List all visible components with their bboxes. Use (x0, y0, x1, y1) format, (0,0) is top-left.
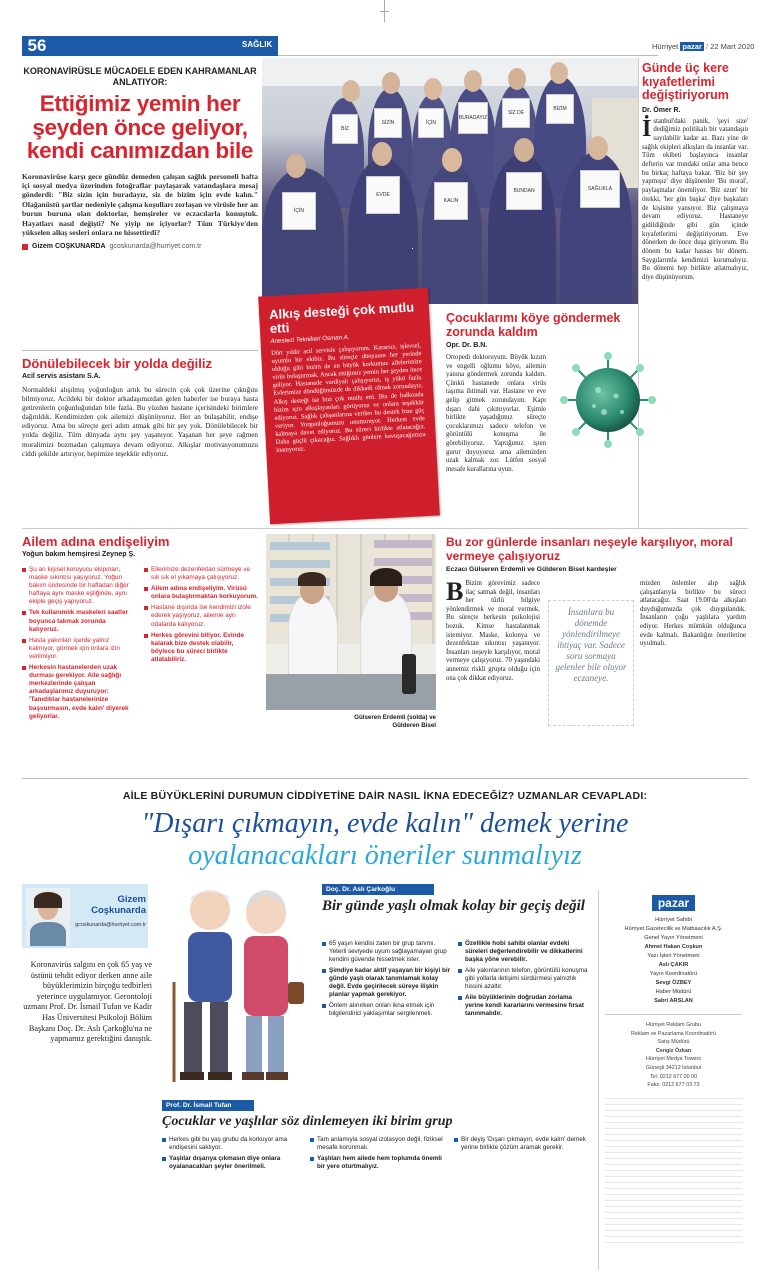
list-item: Tek kullanımlık maskeleri saatler boyunca takmak zorunda kalıyoruz. (22, 609, 136, 633)
pharmacy-text-left-body: Bizim görevimiz sadece ilaç satmak değil, insanları her türlü bilgiye yönlendirmek ve moral vermek. Bu süreçte herkesin psikolojisi bozuk. Kimse hastalanmak istemiyor. Maske, kolonya ve dezenfektan sıkıntısı yaşanıyor. İnsanları neşeyle karşılıyor, moral vermeye çalışıyoruz. 70 yaşındaki annemiz riskli grupta olduğu için ona çok dikkat ediyoruz. (446, 580, 540, 682)
elderly-illustration (162, 882, 310, 1092)
elderly-headline-2: oyalanacakları öneriler sunmalıyız (188, 840, 582, 871)
pharmacy-caption: Gülseren Erdemli (solda) ve Gülderen Bisel (354, 714, 436, 729)
photo-sign: SİZ DE (502, 98, 530, 128)
list-item: Tam anlamıyla sosyal izolasyon değil, fiziksel mesafe korunmalı. (310, 1136, 446, 1152)
story-yol-headline: Dönülebilecek bir yolda değiliz (22, 356, 212, 371)
list-item: Herkes görevini biliyor. Evinde kalarak bize destek olabilir, böylece bu süreci birlikte atlatabiliriz. (144, 632, 258, 664)
sidebar-author: Dr. Ömer R. (642, 106, 681, 114)
applause-box (258, 288, 440, 525)
masthead-line: Genel Yayın Yönetmeni (644, 935, 703, 941)
masthead-line: Ahmet Hakan Coşkun (644, 944, 703, 950)
page-number: 56 (22, 36, 52, 56)
expert2-bullets-c (454, 1136, 590, 1155)
photo-sign: BİZ (332, 114, 358, 144)
list-item: Aile yakınlarının telefon, görüntülü konuşma gibi yollarla iletişimi sürdürmesi yalnızlık hissini azaltır. (458, 967, 588, 991)
elderly-intro: Koronavirüs salgını en çok 65 yaş ve üstünü tehdit ediyor derken anne aile büyüklerimizin birçoğu tedbirleri yeterince uygulamıyor. Gerontoloji uzmanı Prof. Dr. İsmail Tufan ve Kadir Has Üniversitesi Psikoloji Bölüm Başkanı Doç. Dr. Aslı Çarkoğlu'na ne yapmamız gerektiğini danıştık. (23, 960, 152, 1044)
expert1-bullets-left (322, 940, 452, 1021)
masthead-contact: Reklam ve Pazarlama Koordinatörü (630, 1030, 717, 1037)
lead-intro: Koronavirüse karşı gece gündüz demeden çalışan sağlık personeli hafta içi sosyal medya üzerinden fotoğraflar paylaşarak vatandaşlara mesaj gönderdi: "Biz sizin için buradayız, siz de bizim için evde kalın." Olağanüstü şartlar nedeniyle çalışma koşulları zorlaşan ve virüsle her an burun buruna olan doktorlar, hemşireler ve eczacılarla konuştuk. Hayatları nasıl değişti? Ne yiyip ne içiyorlar? Tüm Türkiye'den yükselen alkış sesleri onlara ne hissettirdi? (22, 171, 258, 237)
masthead-contact: Satış Müdürü (657, 1039, 690, 1046)
masthead-line: Yayın Koordinatörü (649, 971, 698, 977)
issue-date: 22 Mart 2020 (710, 42, 755, 51)
photo-sign: BURADAYIZ (458, 102, 488, 134)
village-text: Ortopedi doktoruyum. Büyük kızım ve engelli oğlumu köye, ailemin yanına göndermek zorunda kaldım. Çünkü hastanede onlara virüs taşıma ihtimali var. Hastane ve eve gelip gitmek zorundayım. Kapı dışarı dahi çıkmıyorlar. Eşimle birlikte yaşadığımız süreçte çocuklarımızı sadece telefon ve görüntülü konuşma ile görebiliyoruz. Yaptığımız işten gurur duyuyoruz ama ailemizden uzak kalmak zor. Lütfen sosyal mesafe kurallarına uyun. (446, 354, 546, 473)
family-author: Yoğun bakım hemşiresi Zeynep Ş. (22, 551, 136, 558)
list-item: Şimdiye kadar aktif yaşayan bir kişiyi bir günde yaşlı olarak tanımlamak kolay değil. Evde geçirilecek süreye ilişkin planlar yapmak gerekiyor. (322, 967, 452, 999)
applause-author: Anestezi Teknikeri Osman A. (270, 333, 350, 346)
masthead-line: Hürriyet Gazetecilik ve Matbaacılık A.Ş. (624, 926, 723, 932)
list-item: Herkes gibi bu yaş grubu da korkuyor ama endişesini saklıyor. (162, 1136, 302, 1152)
list-item: Yaşlıları hem ailede hem toplumda önemli bir yere oturtmalıyız. (310, 1155, 446, 1171)
village-author: Opr. Dr. B.N. (446, 342, 488, 349)
elderly-header (22, 790, 748, 872)
expert1-bullets-right (458, 940, 588, 1021)
masthead-fineprint (605, 1098, 742, 1248)
sidebar-headline: Günde üç kere kıyafetlerimi değiştiriyorum (642, 61, 729, 102)
sidebar-text: İstanbul'daki panik, 'şeyi size' dediğimiz politikalı bir vatandaşın sayılabilir kadar az. Bazı yine de sağlık ekipleri alkışları da insanlar var. Tüm ekibeti başlayınca insanlar defterin var mındaki onlar ama bence bu birkaç haftaya bakar. 'Biz bir şey yapmışız' diye düşünenler 'Bu moral', paylaşmalar önemliyor. 'Biz uzun' bir ötekki, 'her gün başka' diye başkaları de kişisine yansıyor. Biz çalışmaya devam ediyoruz. Hastaneye gidildiğinde gibi gün içinde kıyafetlerimi değiştiriyorum. Eve dönerken de önce duşa giriyorum. Bu dönem bu kadar hassas bir dönem. Saygılarımla kendimizi korumalıyız. Bu dönemi hep birlikte atlatmalıyız, diye düşünüyorum. (642, 115, 748, 282)
list-item: Aile büyüklerinin doğrudan zorlama yerine kendi kararlarını vermesine fırsat tanınmalıdır. (458, 994, 588, 1018)
applause-headline: Alkış desteği çok mutlu etti (268, 299, 415, 337)
expert2-label: Prof. Dr. İsmail Tufan (162, 1100, 254, 1111)
brand-logo: pazar (682, 42, 702, 51)
lead-photo (262, 58, 638, 304)
village-headline: Çocuklarımı köye göndermek zorunda kaldım (446, 311, 621, 339)
masthead-contact: Güneşli 34212 İstanbul (645, 1064, 702, 1071)
byline-square-icon (22, 244, 28, 250)
lead-headline: Ettiğimiz yemin her şeyden önce geliyor, kendi canımızdan bile (26, 91, 254, 163)
story-yol-text: Normaldeki alışılmış yoğunluğun artık bu sürecin çok çok üzerine çıktığını bilmiyoruz. Acildeki bir doktor arkadaşımızdan gelen haberler ise buraya hasta getirenlerin çoğunluğundan bile fazla. Bu yüzden hastane içerisindeki birimlere dağıtıldık. Kendimizden çok ailemizi düşünüyoruz. Her an bulaşabilir, endişe ediyoruz. Ama bu süreçte geri adım atmak gibi bir şey yok. Dönülebilecek bir yolda değiliz. Tüm dünyada aynı şey yaşanıyor. Yaşanan her şeye rağmen moralimizi bozmadan çalışmaya devam ediyoruz. Alkışlar motivasyonumuzu ciddi şekilde artırıyor, hepimize teşekkür ediyoruz. (22, 386, 258, 458)
list-item: Ailem adına endişeliyim. Virüsü onlara bulaştırmaktan korkuyorum. (144, 585, 258, 601)
list-item: Önlem alınırken onları ikna etmek için bilgilendirici yaklaşımlar sergilenmeli. (322, 1002, 452, 1018)
family-headline: Ailem adına endişeliyim (22, 534, 170, 549)
family-bullets-right (144, 566, 258, 724)
masthead-line: Yazı İşleri Yönetmeni (647, 953, 700, 959)
story-family (22, 534, 258, 724)
photo-sign: İÇİN (418, 108, 444, 138)
elderly-kicker: AİLE BÜYÜKLERİNİ DURUMUN CİDDİYETİNE DAİR NASIL İKNA EDECEĞİZ? UZMANLAR CEVAPLADI: (122, 790, 648, 802)
lead-kicker: KORONAVİRÜSLE MÜCADELE EDEN KAHRAMANLAR ANLATIYOR: (23, 66, 257, 87)
story-yol-author: Acil servis asistanı S.A. (22, 373, 101, 380)
photo-sign: BİZİM (546, 94, 574, 124)
expert2-bullets-a (162, 1136, 302, 1174)
expert2-bullets-b (310, 1136, 446, 1174)
list-item: Hastane dışında ise kendimizi izole ederek yaşıyoruz, ailemle ayrı odalarda kalıyoruz. (144, 604, 258, 628)
pharmacy-photo (266, 534, 436, 710)
byline-email[interactable]: gcoskunarda@hurriyet.com.tr (109, 243, 202, 251)
masthead-line: Aslı ÇAKIR (658, 962, 689, 968)
page-header (22, 36, 638, 56)
expert2-headline: Çocuklar ve yaşlılar söz dinlemeyen iki birim grup (162, 1114, 453, 1129)
masthead-contact: Hürriyet Medya Towers (645, 1056, 702, 1063)
brand-prefix: Hürriyet (652, 42, 679, 51)
pharmacy-author: Eczacı Gülseren Erdemli ve Gülderen Bisel kardeşler (446, 566, 617, 573)
photo-sign: BUNDAN (506, 172, 542, 210)
columnist-box (22, 884, 148, 948)
masthead-contact: Cengiz Özkan (655, 1047, 692, 1054)
photo-sign: EVDE (366, 176, 400, 214)
photo-sign: SAĞLIKLA (580, 170, 620, 208)
photo-sign: SİZİN (374, 108, 402, 138)
pharmacy-text-right: mizden önlemler alıp sağlık çalışanlarıyla birlikte bu süreci atlatacağız. Saat 19.00'da alkışları duyduğumuzda çok duygulandık. İnsanların çoğu yaşlılara yardım ediyor. Herkes mümkün olduğunca evde kalmalı. Bakanlığın önerilerine uyulmalı. (640, 580, 746, 648)
expert1-headline: Bir günde yaşlı olmak kolay bir geçiş değil (322, 898, 585, 914)
pharmacy-quote-text: İnsanlara bu dönemde yönlendirilmeye ihtiyaç var. Sadece soru sormaya gelenler bile oluyor eczaneye. (555, 607, 627, 683)
virus-illustration (560, 352, 656, 448)
byline-name: Gizem COŞKUNARDA (32, 243, 106, 251)
registration-mark (380, 0, 390, 24)
masthead (598, 890, 748, 1270)
list-item: Özellikle hobi sahibi olanlar evdeki süreleri değerlendirebilir ve dikkatlerini başka yöne verebilir. (458, 940, 588, 964)
sidebar-story (642, 62, 748, 283)
columnist-avatar (26, 888, 70, 946)
list-item: Hasta yakınları içerde yalnız kalmıyor, görmek için onlara izin verilmiyor. (22, 637, 136, 661)
masthead-line: Sabri ARSLAN (654, 998, 693, 1004)
list-item: Bir deyiş 'Dışarı çıkmayın, evde kalın' demek yerine birlikte çözüm aramak gerekir. (454, 1136, 590, 1152)
list-item: Yaşlılar dışarıya çıkmasın diye onlara oyalanacakları şeyler önerilmeli. (162, 1155, 302, 1171)
photo-sign: KALIN (434, 182, 468, 220)
masthead-line: Sevgi ÖZBEY (655, 980, 692, 986)
section-label: SAĞLIK (242, 40, 273, 49)
elderly-headline-1: "Dışarı çıkmayın, evde kalın" demek yerine (141, 808, 629, 839)
pharmacy-quote (548, 600, 634, 726)
pharmacy-text-left: B Bizim görevimiz sadece ilaç satmak değil, insanları her türlü bilgiye yönlendirmek ve moral vermek. Bu süreçte herkesin psikolojisi bozuk. Kimse hastalanmak istemiyor. Maske, kolonya ve dezenfektan sıkıntısı yaşanıyor. İnsanları neşeyle karşılıyor, moral vermeye çalışıyoruz. 70 yaşındaki annemiz riskli grupta olduğu için ona çok dikkat ediyoruz. (446, 577, 540, 682)
expert1-label: Doç. Dr. Aslı Çarkoğlu (322, 884, 434, 895)
list-item: Şu an kişisel koruyucu ekipman, maske sıkıntısı yaşıyoruz. Yoğun bakım ünitesinde bir haftadan diğer haftaya aynı maske eşliğinde, aynı ekiple geçiş yapıyoruz. (22, 566, 136, 606)
masthead-contact: Faks: 0212 677 03 73 (647, 1082, 700, 1089)
masthead-line: Haber Müdürü (655, 989, 692, 995)
applause-text: Dört yıldır acil servisle çalışıyorum. Kararsız, işlevsel, uyumlu bir ekibiz. Bu süreçte dünyanın her yerinde olduğu gibi bizim de en büyük korkumuz ailelerimize virüs bulaştırmak. Ancak ettiğimiz yemin her şeyden önce geliyor. Hastanede vardiyalı çalışıyoruz, iş yükü fazla. Evlerimize döndüğümüzde de dikkatli olmak zorundayız. Alkış desteği ise bizi çok mutlu etti. Biz de balkonda bizim için alkışlayanları görüyoruz ve onlara teşekkür ediyoruz. Sağlık çalışanlarına verilen bu destek bize güç veriyor. Yorgunluğumuzu unutturuyor. Herkesi evde kalmaya davet ediyoruz. Bu süreci birlikte atlatacağız. Daha güçlü çıkacağız. Sağlıklı günlere kavuşacağımıza inanıyoruz. (270, 342, 426, 454)
masthead-contact: Hürriyet Reklam Grubu (645, 1022, 702, 1028)
masthead-contact: Tel: 0212 677 00 00 (649, 1073, 698, 1080)
columnist-email[interactable]: gcoskunarda@hurriyet.com.tr (75, 922, 146, 928)
header-brand: Hürriyet pazar / 22 Mart 2020 (652, 42, 755, 51)
story-pharmacy (446, 536, 746, 573)
story-yol (22, 356, 258, 459)
masthead-logo: pazar (652, 895, 695, 911)
columnist-name: Gizem Coşkunarda (91, 894, 146, 916)
lead-block (22, 66, 258, 250)
list-item: 65 yaşın kendisi zaten bir grup tanımı. Yeterli seviyede uyum sağlayamayan grup kendini güvende hissetmek ister. (322, 940, 452, 964)
family-bullets-left (22, 566, 136, 724)
list-item: Herkesin hastanelerden uzak durması gerekiyor. Aile sağlığı merkezlerinde çalışan arkadaşlarımız duyuruyor: 'Tanıdıklar hastanelerinize başvurmasın, evde kalın' diyerek geliyorlar. (22, 664, 136, 721)
list-item: Ellerimize dezenfektan sürmeye ve sık sık el yıkamaya çalışıyoruz. (144, 566, 258, 582)
photo-sign: İÇİN (282, 192, 316, 230)
photo-sign (412, 248, 413, 249)
lead-byline (22, 243, 258, 250)
pharmacy-headline: Bu zor günlerde insanları neşeyle karşılıyor, moral vermeye çalışıyoruz (446, 535, 733, 563)
sidebar-text-body: stanbul'daki panik, 'şeyi size' dediğimiz politikalı bir vatandaşın sayılabilir kadar az. Bazı yine de sağlık ekipleri alkışları da insanlar var. Tüm ekibeti başlayınca insanlar defterin var mındaki onlar ama bence bu birkaç haftaya bakar. 'Biz bir şey yapmışız' diye düşünenler 'Bu moral', paylaşmalar önemliyor. 'Biz uzun' bir ötekki, 'her gün başka' diye başkaları de kişisine yansıyor. Biz çalışmaya devam ediyoruz. Hastaneye gidildiğinde gibi gün içinde kıyafetlerimi değiştiriyorum. Eve dönerken de önce duşa giriyorum. Bu dönem bu kadar hassas bir dönem. Saygılarımla kendimizi korumalıyız. Bu dönemi hep birlikte atlatmalıyız, diye düşünüyorum. (642, 117, 748, 282)
masthead-line: Hürriyet Sahibi (655, 917, 692, 923)
